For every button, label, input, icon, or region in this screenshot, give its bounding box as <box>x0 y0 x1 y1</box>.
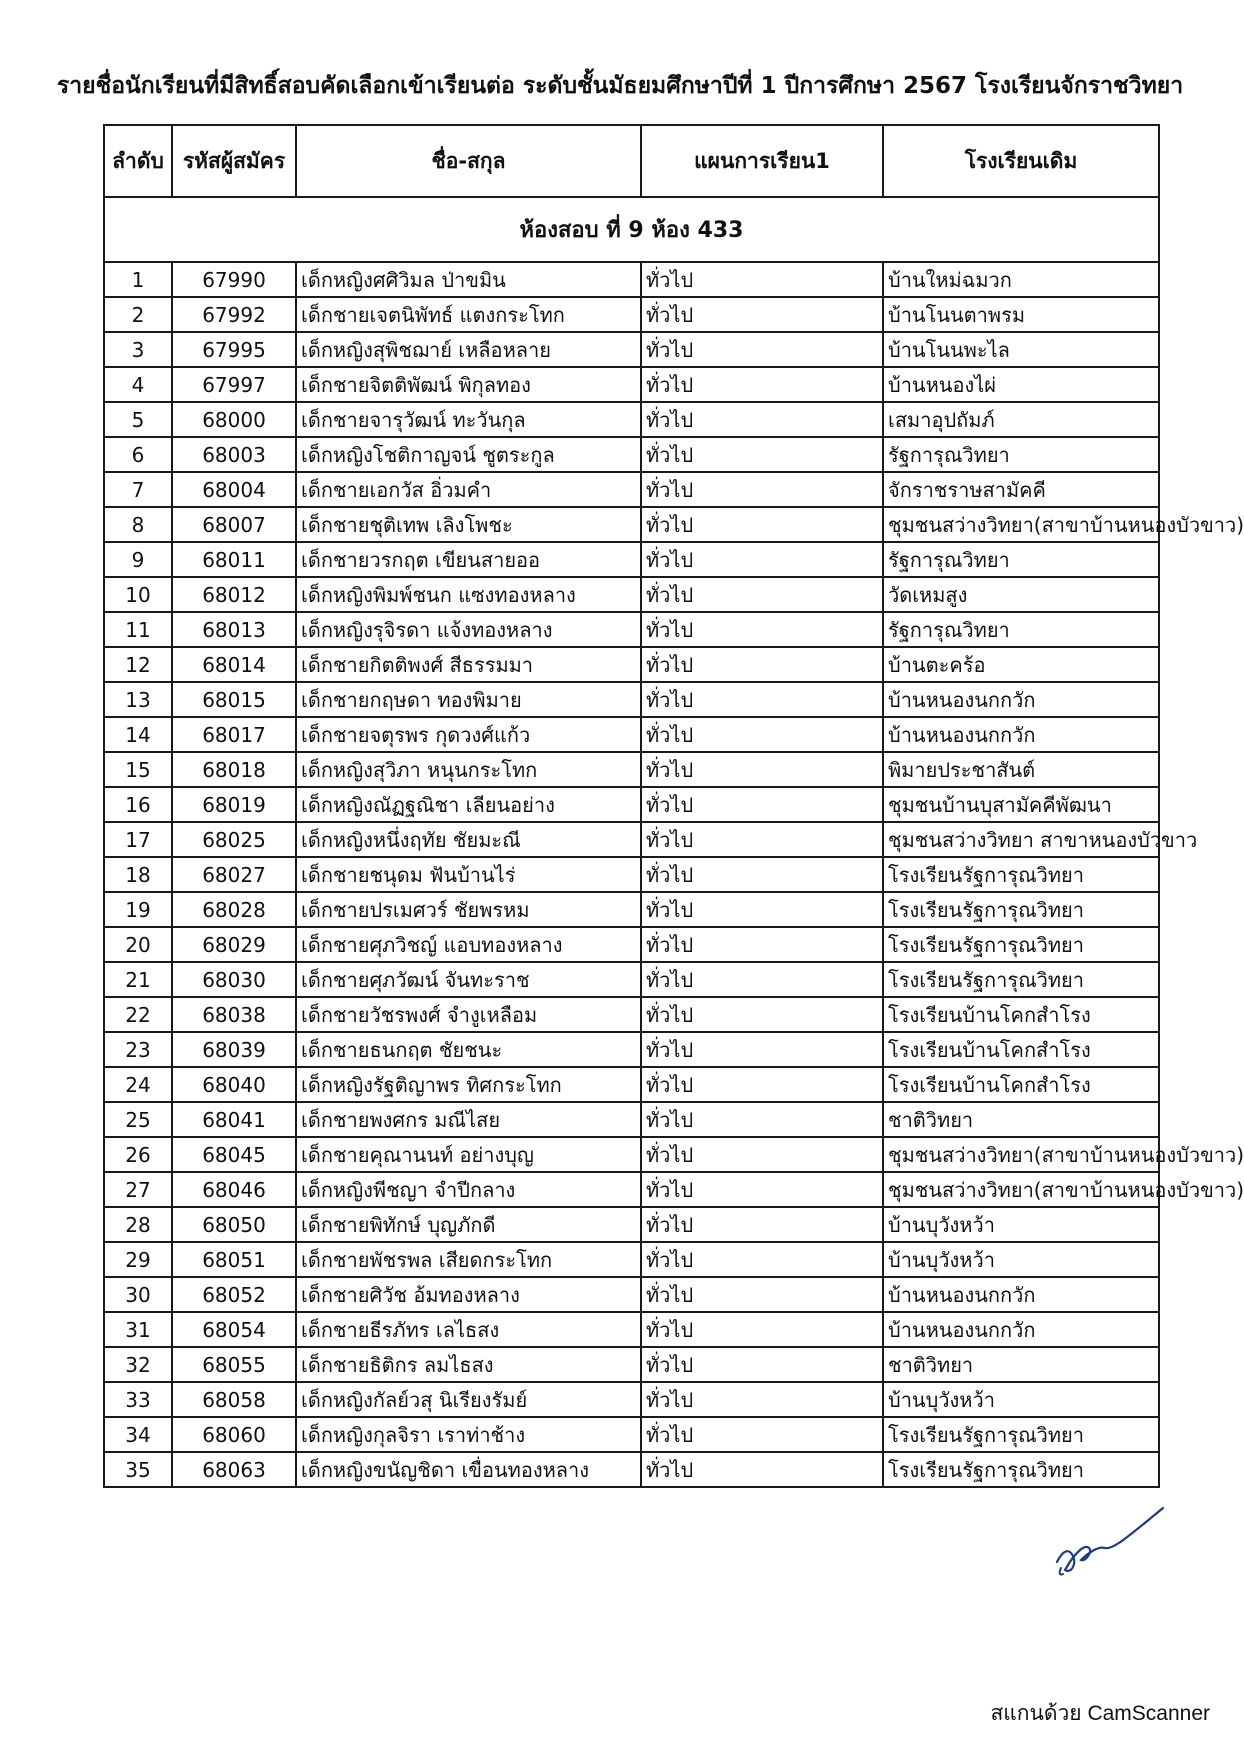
student-name: เด็กชายจารุวัฒน์ ทะวันกุล <box>296 402 641 437</box>
table-row <box>104 822 1159 857</box>
study-plan: ทั่วไป <box>641 367 883 402</box>
applicant-id: 68000 <box>172 402 296 437</box>
study-plan: ทั่วไป <box>641 1347 883 1382</box>
table-row <box>104 542 1159 577</box>
row-order: 9 <box>104 542 172 577</box>
applicant-id: 68028 <box>172 892 296 927</box>
previous-school: รัฐการุณวิทยา <box>883 437 1159 472</box>
student-name: เด็กชายพงศกร มณีไสย <box>296 1102 641 1137</box>
row-order: 21 <box>104 962 172 997</box>
study-plan: ทั่วไป <box>641 542 883 577</box>
applicant-id: 68038 <box>172 997 296 1032</box>
applicant-id: 68040 <box>172 1067 296 1102</box>
study-plan: ทั่วไป <box>641 1242 883 1277</box>
row-order: 10 <box>104 577 172 612</box>
previous-school: พิมายประชาสันต์ <box>883 752 1159 787</box>
student-name: เด็กชายพัชรพล เสียดกระโทก <box>296 1242 641 1277</box>
study-plan: ทั่วไป <box>641 1277 883 1312</box>
previous-school: บ้านหนองนกกวัก <box>883 1312 1159 1347</box>
student-name: เด็กชายจิตติพัฒน์ พิกุลทอง <box>296 367 641 402</box>
exam-room-label: ห้องสอบ ที่ 9 ห้อง 433 <box>104 197 1159 262</box>
student-name: เด็กหญิงพีชญา จำปีกลาง <box>296 1172 641 1207</box>
study-plan: ทั่วไป <box>641 682 883 717</box>
row-order: 17 <box>104 822 172 857</box>
study-plan: ทั่วไป <box>641 402 883 437</box>
table-row <box>104 437 1159 472</box>
applicant-id: 68060 <box>172 1417 296 1452</box>
student-name: เด็กหญิงโชติกาญจน์ ชูตระกูล <box>296 437 641 472</box>
table-row <box>104 367 1159 402</box>
student-name: เด็กชายคุณานนท์ อย่างบุญ <box>296 1137 641 1172</box>
table-row <box>104 857 1159 892</box>
table-row <box>104 1032 1159 1067</box>
previous-school: ชาติวิทยา <box>883 1102 1159 1137</box>
study-plan: ทั่วไป <box>641 262 883 297</box>
previous-school: โรงเรียนรัฐการุณวิทยา <box>883 892 1159 927</box>
table-row <box>104 1417 1159 1452</box>
applicant-id: 68012 <box>172 577 296 612</box>
student-name: เด็กชายพิทักษ์ บุญภักดี <box>296 1207 641 1242</box>
student-name: เด็กชายวัชรพงศ์ จำงูเหลือม <box>296 997 641 1032</box>
table-row <box>104 1452 1159 1487</box>
row-order: 2 <box>104 297 172 332</box>
study-plan: ทั่วไป <box>641 577 883 612</box>
applicant-id: 68003 <box>172 437 296 472</box>
student-name: เด็กชายเอกวัส อิ่วมคำ <box>296 472 641 507</box>
student-name: เด็กชายเจตนิพัทธ์ แตงกระโทก <box>296 297 641 332</box>
previous-school: รัฐการุณวิทยา <box>883 612 1159 647</box>
table-row <box>104 1207 1159 1242</box>
table-row <box>104 647 1159 682</box>
applicant-id: 68014 <box>172 647 296 682</box>
applicant-id: 68058 <box>172 1382 296 1417</box>
study-plan: ทั่วไป <box>641 1312 883 1347</box>
applicant-id: 68046 <box>172 1172 296 1207</box>
study-plan: ทั่วไป <box>641 472 883 507</box>
study-plan: ทั่วไป <box>641 1172 883 1207</box>
study-plan: ทั่วไป <box>641 507 883 542</box>
study-plan: ทั่วไป <box>641 717 883 752</box>
previous-school: ชุมชนสว่างวิทยา(สาขาบ้านหนองบัวขาว) <box>883 507 1159 542</box>
study-plan: ทั่วไป <box>641 752 883 787</box>
student-name: เด็กหญิงพิมพ์ชนก แซงทองหลาง <box>296 577 641 612</box>
previous-school: โรงเรียนรัฐการุณวิทยา <box>883 857 1159 892</box>
table-row <box>104 752 1159 787</box>
header-previous-school: โรงเรียนเดิม <box>883 125 1159 197</box>
applicant-id: 68030 <box>172 962 296 997</box>
previous-school: โรงเรียนบ้านโคกสำโรง <box>883 1032 1159 1067</box>
row-order: 8 <box>104 507 172 542</box>
table-row <box>104 682 1159 717</box>
student-name: เด็กชายจตุรพร กุดวงศ์แก้ว <box>296 717 641 752</box>
applicant-id: 67990 <box>172 262 296 297</box>
study-plan: ทั่วไป <box>641 437 883 472</box>
student-name: เด็กหญิงณัฏฐณิชา เลียนอย่าง <box>296 787 641 822</box>
previous-school: รัฐการุณวิทยา <box>883 542 1159 577</box>
row-order: 12 <box>104 647 172 682</box>
table-row <box>104 297 1159 332</box>
student-name: เด็กหญิงสุพิชฌาย์ เหลือหลาย <box>296 332 641 367</box>
row-order: 18 <box>104 857 172 892</box>
applicant-id: 68055 <box>172 1347 296 1382</box>
table-header-row <box>104 125 1159 197</box>
table-row <box>104 997 1159 1032</box>
applicant-id: 68039 <box>172 1032 296 1067</box>
previous-school: บ้านบุวังหว้า <box>883 1207 1159 1242</box>
student-name: เด็กชายธีรภัทร เลไธสง <box>296 1312 641 1347</box>
applicant-id: 67997 <box>172 367 296 402</box>
table-row <box>104 1312 1159 1347</box>
row-order: 30 <box>104 1277 172 1312</box>
table-row <box>104 927 1159 962</box>
student-name: เด็กชายปรเมศวร์ ชัยพรหม <box>296 892 641 927</box>
study-plan: ทั่วไป <box>641 612 883 647</box>
table-row <box>104 472 1159 507</box>
previous-school: ชุมชนสว่างวิทยา สาขาหนองบัวขาว <box>883 822 1159 857</box>
study-plan: ทั่วไป <box>641 1207 883 1242</box>
student-name: เด็กชายธิติกร ลมไธสง <box>296 1347 641 1382</box>
table-body <box>104 262 1244 1487</box>
previous-school: วัดเหมสูง <box>883 577 1159 612</box>
previous-school: โรงเรียนรัฐการุณวิทยา <box>883 927 1159 962</box>
student-name: เด็กหญิงหนึ่งฤทัย ชัยมะณี <box>296 822 641 857</box>
table-row <box>104 962 1159 997</box>
student-name: เด็กหญิงรัฐติญาพร ทิศกระโทก <box>296 1067 641 1102</box>
row-order: 24 <box>104 1067 172 1102</box>
row-order: 31 <box>104 1312 172 1347</box>
row-order: 13 <box>104 682 172 717</box>
previous-school: ชุมชนสว่างวิทยา(สาขาบ้านหนองบัวขาว) <box>883 1172 1159 1207</box>
previous-school: โรงเรียนรัฐการุณวิทยา <box>883 1417 1159 1452</box>
table-row <box>104 1242 1159 1277</box>
applicant-id: 68004 <box>172 472 296 507</box>
applicant-id: 68011 <box>172 542 296 577</box>
applicant-id: 68027 <box>172 857 296 892</box>
row-order: 34 <box>104 1417 172 1452</box>
row-order: 29 <box>104 1242 172 1277</box>
row-order: 14 <box>104 717 172 752</box>
header-name: ชื่อ-สกุล <box>296 125 641 197</box>
study-plan: ทั่วไป <box>641 1032 883 1067</box>
header-study-plan: แผนการเรียน1 <box>641 125 883 197</box>
applicant-id: 68015 <box>172 682 296 717</box>
table-row <box>104 402 1159 437</box>
table-row <box>104 507 1159 542</box>
applicant-id: 68025 <box>172 822 296 857</box>
previous-school: บ้านหนองนกกวัก <box>883 717 1159 752</box>
previous-school: บ้านใหม่ฉมวก <box>883 262 1159 297</box>
study-plan: ทั่วไป <box>641 1452 883 1487</box>
applicant-id: 68045 <box>172 1137 296 1172</box>
previous-school: ชุมชนบ้านบุสามัคคีพัฒนา <box>883 787 1159 822</box>
applicant-id: 68041 <box>172 1102 296 1137</box>
document-title: รายชื่อนักเรียนที่มีสิทธิ์สอบคัดเลือกเข้าเรียนต่อ ระดับชั้นมัธยมศึกษาปีที่ 1 ปีการศึกษา 2567 โรงเรียนจักราชวิทยา <box>56 73 1184 99</box>
applicant-id: 68018 <box>172 752 296 787</box>
row-order: 35 <box>104 1452 172 1487</box>
table-row <box>104 787 1159 822</box>
row-order: 23 <box>104 1032 172 1067</box>
applicant-id: 67992 <box>172 297 296 332</box>
previous-school: บ้านโนนพะไล <box>883 332 1159 367</box>
header-order: ลำดับ <box>104 125 172 197</box>
applicant-id: 68052 <box>172 1277 296 1312</box>
study-plan: ทั่วไป <box>641 1102 883 1137</box>
student-name: เด็กชายกฤษดา ทองพิมาย <box>296 682 641 717</box>
row-order: 15 <box>104 752 172 787</box>
previous-school: ชุมชนสว่างวิทยา(สาขาบ้านหนองบัวขาว) <box>883 1137 1159 1172</box>
previous-school: โรงเรียนรัฐการุณวิทยา <box>883 962 1159 997</box>
row-order: 19 <box>104 892 172 927</box>
applicant-id: 68007 <box>172 507 296 542</box>
previous-school: โรงเรียนรัฐการุณวิทยา <box>883 1452 1159 1487</box>
student-name: เด็กชายชนุดม ฟันบ้านไร่ <box>296 857 641 892</box>
study-plan: ทั่วไป <box>641 962 883 997</box>
previous-school: บ้านหนองนกกวัก <box>883 682 1159 717</box>
student-name: เด็กหญิงรุจิรดา แจ้งทองหลาง <box>296 612 641 647</box>
table-row <box>104 332 1159 367</box>
student-name: เด็กชายศุภวัฒน์ จันทะราช <box>296 962 641 997</box>
applicant-id: 68019 <box>172 787 296 822</box>
student-name: เด็กชายวรกฤต เขียนสายออ <box>296 542 641 577</box>
applicant-id: 68054 <box>172 1312 296 1347</box>
previous-school: เสมาอุปถัมภ์ <box>883 402 1159 437</box>
student-name: เด็กหญิงกัลย์วสุ นิเรียงรัมย์ <box>296 1382 641 1417</box>
previous-school: จักราชราษสามัคคี <box>883 472 1159 507</box>
previous-school: บ้านบุวังหว้า <box>883 1242 1159 1277</box>
scanner-watermark: สแกนด้วย CamScanner <box>990 1702 1210 1725</box>
table-row <box>104 1137 1159 1172</box>
table-row <box>104 612 1159 647</box>
applicant-id: 68051 <box>172 1242 296 1277</box>
student-name: เด็กชายชุติเทพ เลิงโพชะ <box>296 507 641 542</box>
exam-room-row <box>104 197 1159 262</box>
study-plan: ทั่วไป <box>641 822 883 857</box>
student-name: เด็กหญิงกุลจิรา เราท่าช้าง <box>296 1417 641 1452</box>
table-row <box>104 892 1159 927</box>
row-order: 27 <box>104 1172 172 1207</box>
previous-school: บ้านโนนตาพรม <box>883 297 1159 332</box>
student-name: เด็กชายศิวัช อ้มทองหลาง <box>296 1277 641 1312</box>
student-roster-table <box>103 124 1244 1488</box>
study-plan: ทั่วไป <box>641 892 883 927</box>
row-order: 6 <box>104 437 172 472</box>
applicant-id: 68063 <box>172 1452 296 1487</box>
previous-school: โรงเรียนบ้านโคกสำโรง <box>883 1067 1159 1102</box>
applicant-id: 68017 <box>172 717 296 752</box>
table-row <box>104 1172 1159 1207</box>
previous-school: บ้านตะคร้อ <box>883 647 1159 682</box>
table-row <box>104 1102 1159 1137</box>
study-plan: ทั่วไป <box>641 1417 883 1452</box>
previous-school: ชาติวิทยา <box>883 1347 1159 1382</box>
study-plan: ทั่วไป <box>641 1382 883 1417</box>
study-plan: ทั่วไป <box>641 1067 883 1102</box>
study-plan: ทั่วไป <box>641 332 883 367</box>
study-plan: ทั่วไป <box>641 297 883 332</box>
table-row <box>104 1347 1159 1382</box>
study-plan: ทั่วไป <box>641 857 883 892</box>
previous-school: บ้านหนองนกกวัก <box>883 1277 1159 1312</box>
table-row <box>104 717 1159 752</box>
study-plan: ทั่วไป <box>641 997 883 1032</box>
row-order: 1 <box>104 262 172 297</box>
signature-icon <box>1055 1490 1175 1580</box>
row-order: 11 <box>104 612 172 647</box>
table-row <box>104 1067 1159 1102</box>
previous-school: โรงเรียนบ้านโคกสำโรง <box>883 997 1159 1032</box>
row-order: 3 <box>104 332 172 367</box>
row-order: 5 <box>104 402 172 437</box>
study-plan: ทั่วไป <box>641 1137 883 1172</box>
student-name: เด็กชายธนกฤต ชัยชนะ <box>296 1032 641 1067</box>
row-order: 32 <box>104 1347 172 1382</box>
study-plan: ทั่วไป <box>641 787 883 822</box>
study-plan: ทั่วไป <box>641 927 883 962</box>
header-applicant-id: รหัสผู้สมัคร <box>172 125 296 197</box>
applicant-id: 68029 <box>172 927 296 962</box>
row-order: 28 <box>104 1207 172 1242</box>
student-name: เด็กหญิงขนัญชิดา เขื่อนทองหลาง <box>296 1452 641 1487</box>
table-row <box>104 1382 1159 1417</box>
row-order: 25 <box>104 1102 172 1137</box>
student-name: เด็กชายกิตติพงศ์ สีธรรมมา <box>296 647 641 682</box>
row-order: 33 <box>104 1382 172 1417</box>
table-row <box>104 577 1159 612</box>
row-order: 4 <box>104 367 172 402</box>
previous-school: บ้านหนองไผ่ <box>883 367 1159 402</box>
applicant-id: 68013 <box>172 612 296 647</box>
table-row <box>104 262 1159 297</box>
row-order: 16 <box>104 787 172 822</box>
student-name: เด็กหญิงศศิวิมล ป่าขมิน <box>296 262 641 297</box>
applicant-id: 68050 <box>172 1207 296 1242</box>
row-order: 26 <box>104 1137 172 1172</box>
study-plan: ทั่วไป <box>641 647 883 682</box>
table-row <box>104 1277 1159 1312</box>
applicant-id: 67995 <box>172 332 296 367</box>
row-order: 22 <box>104 997 172 1032</box>
student-name: เด็กชายศุภวิชญ์ แอบทองหลาง <box>296 927 641 962</box>
row-order: 20 <box>104 927 172 962</box>
student-name: เด็กหญิงสุวิภา หนุนกระโทก <box>296 752 641 787</box>
row-order: 7 <box>104 472 172 507</box>
previous-school: บ้านบุวังหว้า <box>883 1382 1159 1417</box>
